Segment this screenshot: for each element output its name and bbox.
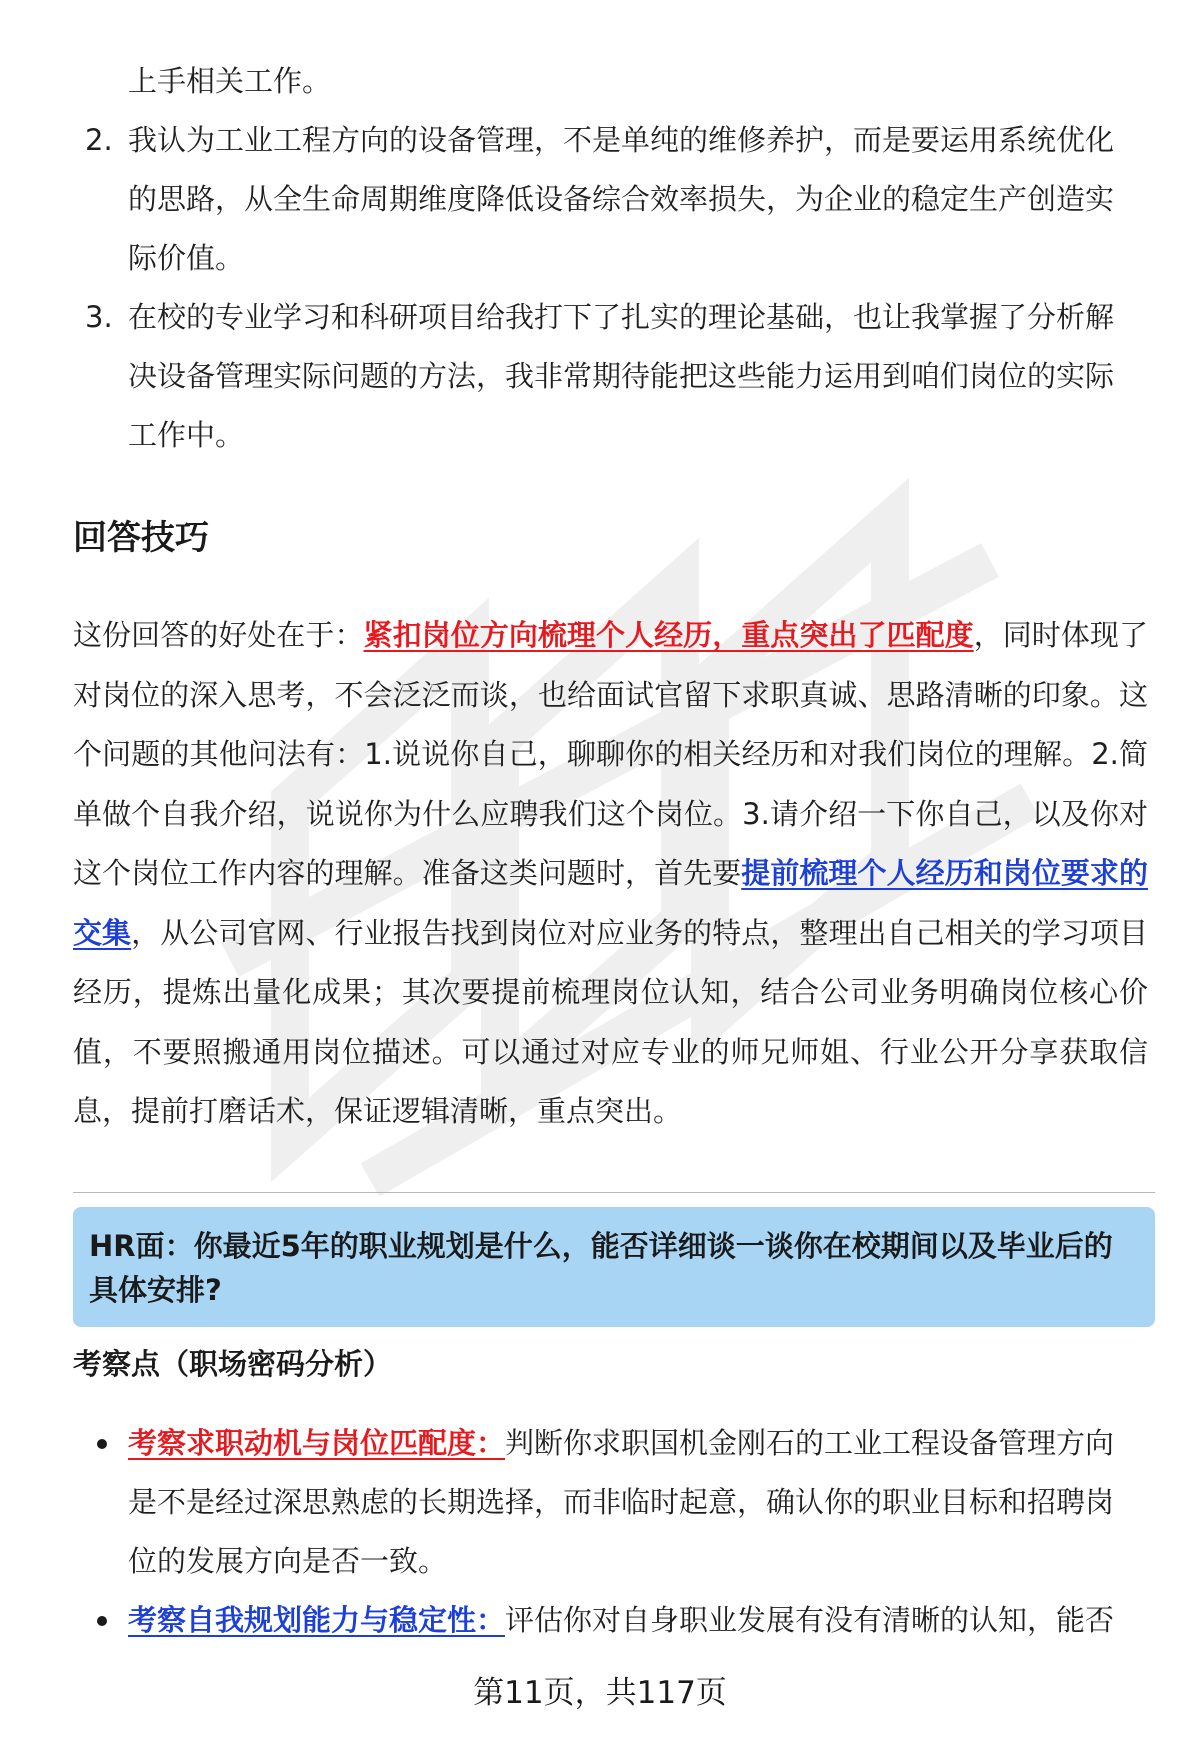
question-text: HR面：你最近5年的职业规划是什么，能否详细谈一谈你在校期间以及毕业后的具体安排? xyxy=(89,1229,1113,1307)
bullet-item xyxy=(80,1414,1140,1591)
bullet-item xyxy=(80,1591,1140,1650)
page-footer: 第11页，共117页 xyxy=(473,1675,727,1711)
bullet-list xyxy=(80,1414,1140,1650)
section-heading: 回答技巧 xyxy=(73,518,209,558)
bullet-text: 判断你求职国机金刚石的工业工程设备管理方向是不是经过深思熟虑的长期选择，而非临时起意，确认你的职业目标和招聘岗位的发展方向是否一致。 xyxy=(128,1426,1115,1578)
tips-text: 这份回答的好处在于： xyxy=(73,618,364,652)
question-box xyxy=(73,1207,1155,1327)
list-item xyxy=(80,111,1140,288)
highlight-blue: 提前梳理个人经历和岗位要求的交集 xyxy=(73,856,1148,950)
tips-paragraph xyxy=(73,606,1148,1142)
tips-text: ，同时体现了对岗位的深入思考，不会泛泛而谈，也给面试官留下求职真诚、思路清晰的印象。这个问题的其他问法有：1.说说你自己，聊聊你的相关经历和对我们岗位的理解。2.简单做个自我介绍，说说你为什么应聘我们这个岗位。3.请介绍一下你自己，以及你对这个岗位工作内容的理解。准备这类问题时，首先要 xyxy=(73,618,1148,890)
highlight-red: 紧扣岗位方向梳理个人经历，重点突出了匹配度 xyxy=(363,618,974,652)
list-item-text: 我认为工业工程方向的设备管理，不是单纯的维修养护，而是要运用系统优化的思路，从全生命周期维度降低设备综合效率损失，为企业的稳定生产创造实际价值。 xyxy=(128,123,1115,275)
bullet-text: 评估你对自身职业发展有没有清晰的认知，能否 xyxy=(505,1603,1115,1637)
analysis-heading: 考察点（职场密码分析） xyxy=(73,1347,393,1381)
list-item xyxy=(80,288,1140,465)
divider xyxy=(73,1192,1155,1193)
tips-text: ，从公司官网、行业报告找到岗位对应业务的特点，整理出自己相关的学习项目经历，提炼出量化成果；其次要提前梳理岗位认知，结合公司业务明确岗位核心价值，不要照搬通用岗位描述。可以通过对应专业的师兄师姐、行业公开分享获取信息，提前打磨话术，保证逻辑清晰，重点突出。 xyxy=(73,915,1148,1128)
bullet-dot-icon xyxy=(97,1439,107,1449)
list-item-number: 2. xyxy=(85,123,113,157)
list-item-number: 3. xyxy=(85,300,113,334)
bullet-label: 考察自我规划能力与稳定性： xyxy=(128,1603,506,1637)
list-item-text: 在校的专业学习和科研项目给我打下了扎实的理论基础，也让我掌握了分析解决设备管理实际问题的方法，我非常期待能把这些能力运用到咱们岗位的实际工作中。 xyxy=(128,300,1115,452)
bullet-label: 考察求职动机与岗位匹配度： xyxy=(128,1426,506,1460)
numbered-list xyxy=(80,52,1140,465)
bullet-dot-icon xyxy=(97,1616,107,1626)
list-item-text: 上手相关工作。 xyxy=(128,64,332,98)
list-item xyxy=(80,52,1140,111)
